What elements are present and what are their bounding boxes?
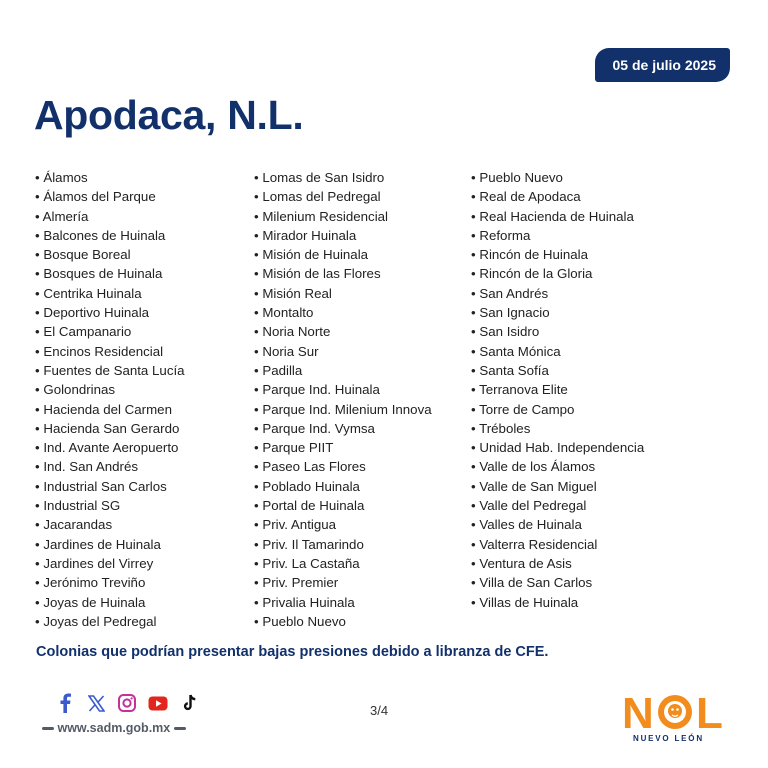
colonia-item: • Industrial San Carlos <box>35 477 185 496</box>
logo-letter-n: N <box>622 689 654 738</box>
colonia-item: • Real Hacienda de Huinala <box>471 207 644 226</box>
colonia-item: • Tréboles <box>471 419 644 438</box>
instagram-icon[interactable] <box>116 693 138 713</box>
colonia-item: • Parque Ind. Milenium Innova <box>254 400 432 419</box>
colonia-item: • Padilla <box>254 361 432 380</box>
colonia-item: • Bosques de Huinala <box>35 264 185 283</box>
colonia-item: • Jacarandas <box>35 515 185 534</box>
lion-emblem <box>658 695 692 729</box>
colonia-item: • Encinos Residencial <box>35 342 185 361</box>
colonia-item: • Álamos del Parque <box>35 187 185 206</box>
colonia-item: • Hacienda San Gerardo <box>35 419 185 438</box>
colonia-item: • Rincón de Huinala <box>471 245 644 264</box>
colonia-item: • Balcones de Huinala <box>35 226 185 245</box>
colonia-item: • Mirador Huinala <box>254 226 432 245</box>
colonia-item: • Privalia Huinala <box>254 593 432 612</box>
colonia-item: • Joyas de Huinala <box>35 593 185 612</box>
logo-letter-l: L <box>696 689 723 738</box>
colonia-item: • Jerónimo Treviño <box>35 573 185 592</box>
colonia-item: • San Ignacio <box>471 303 644 322</box>
colonia-item: • Valle de San Miguel <box>471 477 644 496</box>
colonia-item: • Terranova Elite <box>471 380 644 399</box>
social-links <box>54 693 200 713</box>
colonia-item: • San Isidro <box>471 322 644 341</box>
colonias-list-column-3 <box>471 168 644 612</box>
colonia-item: • Fuentes de Santa Lucía <box>35 361 185 380</box>
colonia-item: • Real de Apodaca <box>471 187 644 206</box>
colonia-item: • Lomas de San Isidro <box>254 168 432 187</box>
date-badge: 05 de julio 2025 <box>595 48 731 82</box>
colonia-item: • Golondrinas <box>35 380 185 399</box>
colonia-item: • Deportivo Huinala <box>35 303 185 322</box>
colonia-item: • Pueblo Nuevo <box>471 168 644 187</box>
colonia-item: • Misión de las Flores <box>254 264 432 283</box>
colonia-item: • Misión de Huinala <box>254 245 432 264</box>
colonia-item: • El Campanario <box>35 322 185 341</box>
page-number: 3/4 <box>370 703 389 718</box>
colonia-item: • Montalto <box>254 303 432 322</box>
colonia-item: • Valle del Pedregal <box>471 496 644 515</box>
colonia-item: • Noria Norte <box>254 322 432 341</box>
colonia-item: • Priv. Antigua <box>254 515 432 534</box>
website-text: www.sadm.gob.mx <box>57 721 171 735</box>
colonia-item: • Parque Ind. Vymsa <box>254 419 432 438</box>
colonia-item: • Unidad Hab. Independencia <box>471 438 644 457</box>
x-icon[interactable] <box>85 693 107 713</box>
colonia-item: • Parque PIIT <box>254 438 432 457</box>
colonia-item: • Paseo Las Flores <box>254 457 432 476</box>
colonia-item: • Rincón de la Gloria <box>471 264 644 283</box>
colonia-item: • Misión Real <box>254 284 432 303</box>
website-link[interactable] <box>42 721 186 735</box>
colonia-item: • Almería <box>35 207 185 226</box>
colonia-item: • Álamos <box>35 168 185 187</box>
colonias-list-column-2 <box>254 168 432 631</box>
colonia-item: • Joyas del Pedregal <box>35 612 185 631</box>
colonia-item: • Centrika Huinala <box>35 284 185 303</box>
colonia-item: • Priv. Premier <box>254 573 432 592</box>
youtube-icon[interactable] <box>147 693 169 713</box>
page-title: Apodaca, N.L. <box>34 92 304 138</box>
colonia-item: • Pueblo Nuevo <box>254 612 432 631</box>
colonia-item: • Industrial SG <box>35 496 185 515</box>
colonia-item: • Ventura de Asis <box>471 554 644 573</box>
divider <box>42 727 54 730</box>
colonia-item: • Noria Sur <box>254 342 432 361</box>
colonias-list-column-1 <box>35 168 185 631</box>
colonia-item: • Priv. La Castaña <box>254 554 432 573</box>
colonia-item: • Santa Mónica <box>471 342 644 361</box>
colonia-item: • Valles de Huinala <box>471 515 644 534</box>
colonia-item: • Hacienda del Carmen <box>35 400 185 419</box>
colonia-item: • Valle de los Álamos <box>471 457 644 476</box>
colonia-item: • Milenium Residencial <box>254 207 432 226</box>
logo-subtitle: NUEVO LEÓN <box>633 734 704 743</box>
colonia-item: • Jardines del Virrey <box>35 554 185 573</box>
colonia-item: • Bosque Boreal <box>35 245 185 264</box>
notice-text: Colonias que podrían presentar bajas presiones debido a libranza de CFE. <box>36 644 549 660</box>
colonia-item: • Torre de Campo <box>471 400 644 419</box>
colonia-item: • Villas de Huinala <box>471 593 644 612</box>
colonia-item: • Ind. Avante Aeropuerto <box>35 438 185 457</box>
colonia-item: • Ind. San Andrés <box>35 457 185 476</box>
colonia-item: • Villa de San Carlos <box>471 573 644 592</box>
colonia-item: • Poblado Huinala <box>254 477 432 496</box>
colonia-item: • San Andrés <box>471 284 644 303</box>
colonia-item: • Priv. Il Tamarindo <box>254 535 432 554</box>
colonia-item: • Valterra Residencial <box>471 535 644 554</box>
colonia-item: • Reforma <box>471 226 644 245</box>
divider <box>174 727 186 730</box>
tiktok-icon[interactable] <box>178 693 200 713</box>
colonia-item: • Santa Sofía <box>471 361 644 380</box>
facebook-icon[interactable] <box>54 693 76 713</box>
colonia-item: • Parque Ind. Huinala <box>254 380 432 399</box>
colonia-item: • Portal de Huinala <box>254 496 432 515</box>
colonia-item: • Lomas del Pedregal <box>254 187 432 206</box>
colonia-item: • Jardines de Huinala <box>35 535 185 554</box>
